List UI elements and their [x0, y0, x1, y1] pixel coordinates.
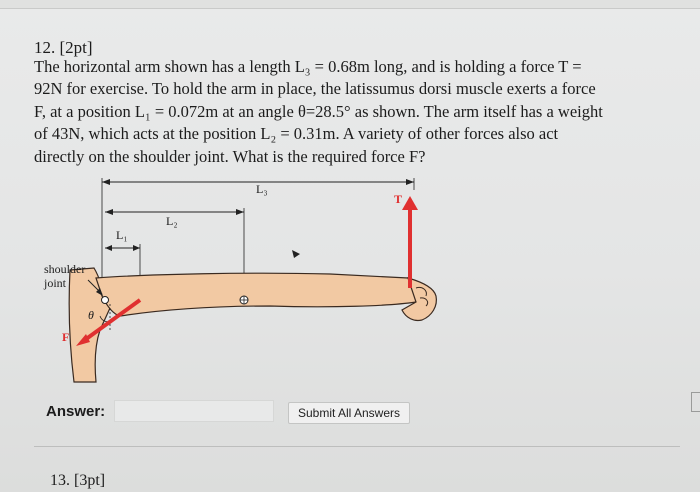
arm-diagram — [30, 170, 450, 390]
arm — [96, 273, 418, 316]
label-l1: L₁ — [116, 228, 128, 242]
l2-arrowhead — [105, 209, 113, 215]
label-l3: L₃ — [256, 182, 268, 196]
l3-arrowhead — [406, 179, 414, 185]
question-line: 92N for exercise. To hold the arm in place, the latissumus dorsi muscle exerts a force — [34, 79, 596, 99]
force-t-arrowhead — [402, 196, 418, 210]
question-line: F, at a position L₁ = 0.072m at an angle θ=28.5° as shown. The arm itself has a weight — [34, 101, 603, 121]
question-line: directly on the shoulder joint. What is the required force F? — [34, 146, 426, 166]
label-f: F — [62, 330, 70, 344]
label-t: T — [394, 192, 403, 206]
l1-arrowhead — [133, 245, 140, 251]
l3-arrowhead — [102, 179, 110, 185]
small-pointer-icon — [292, 250, 300, 258]
question-number: 12. [2pt] — [34, 38, 93, 57]
arm-diagram-svg — [30, 170, 450, 390]
top-edge — [0, 0, 700, 9]
shoulder-pivot — [102, 297, 109, 304]
l2-arrowhead — [236, 209, 244, 215]
label-shoulder: shoulder — [44, 262, 86, 276]
divider — [34, 446, 680, 447]
answer-label: Answer: — [46, 403, 106, 420]
question-text — [34, 56, 684, 168]
label-l2: L₂ — [166, 214, 178, 228]
edge-mark — [691, 392, 700, 412]
submit-all-answers-button[interactable]: Submit All Answers — [288, 402, 410, 424]
l1-arrowhead — [105, 245, 112, 251]
question-line: The horizontal arm shown has a length L₃ = 0.68m long, and is holding a force T = — [34, 57, 582, 76]
label-joint: joint — [44, 276, 67, 290]
next-question-number: 13. [3pt] — [50, 472, 106, 489]
question-line: of 43N, which acts at the position L₂ = 0.31m. A variety of other forces also act — [34, 124, 559, 144]
answer-input[interactable] — [114, 400, 274, 422]
label-theta: θ — [88, 308, 94, 322]
